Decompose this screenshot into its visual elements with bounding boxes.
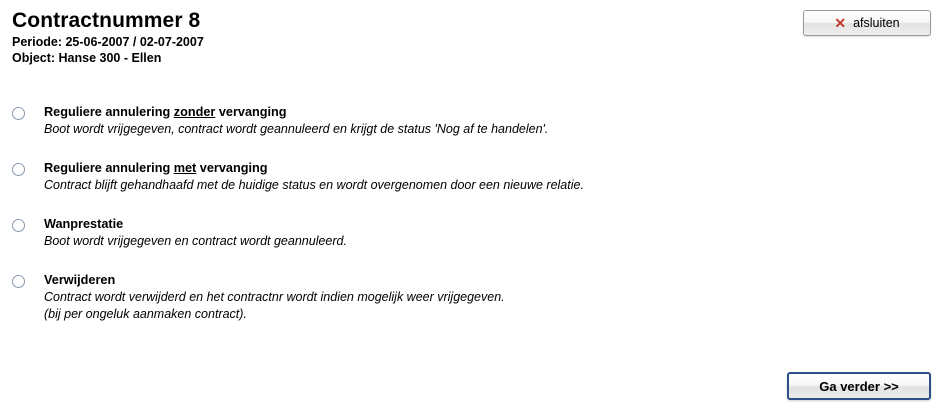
option-list <box>12 104 912 345</box>
radio-wanprestatie[interactable] <box>12 219 25 232</box>
option-label-pre: Reguliere annulering <box>44 105 174 119</box>
option-description-secondary: (bij per ongeluk aanmaken contract). <box>44 307 247 321</box>
option-row-regular-without-replacement[interactable] <box>12 104 912 138</box>
next-button-label: Ga verder >> <box>819 378 899 394</box>
option-description: Boot wordt vrijgegeven en contract wordt geannuleerd. <box>44 234 347 248</box>
option-label: Wanprestatie <box>44 217 124 231</box>
radio-verwijderen[interactable] <box>12 275 25 288</box>
period-line: Periode: 25-06-2007 / 02-07-2007 <box>12 35 204 49</box>
option-text <box>44 104 548 138</box>
page-title: Contractnummer 8 <box>12 9 201 32</box>
option-label-underlined: met <box>173 161 197 175</box>
option-label-post: vervanging <box>196 161 268 175</box>
option-text <box>44 216 347 250</box>
option-label: Verwijderen <box>44 273 116 287</box>
option-label-underlined: zonder <box>173 105 216 119</box>
option-description: Contract wordt verwijderd en het contractnr wordt indien mogelijk weer vrijgegeven. <box>44 290 505 304</box>
option-row-regular-with-replacement[interactable] <box>12 160 912 194</box>
next-button[interactable] <box>787 372 931 400</box>
option-label <box>44 104 548 121</box>
radio-regular-with-replacement[interactable] <box>12 163 25 176</box>
radio-regular-without-replacement[interactable] <box>12 107 25 120</box>
object-line: Object: Hanse 300 - Ellen <box>12 51 162 65</box>
option-label <box>44 160 584 177</box>
option-description: Contract blijft gehandhaafd met de huidige status en wordt overgenomen door een nieuwe relatie. <box>44 178 584 192</box>
option-text <box>44 160 584 194</box>
option-label-pre: Reguliere annulering <box>44 161 174 175</box>
close-icon: ✕ <box>834 15 847 31</box>
dialog-header <box>12 8 204 66</box>
option-row-wanprestatie[interactable] <box>12 216 912 250</box>
option-row-verwijderen[interactable] <box>12 272 912 323</box>
option-description: Boot wordt vrijgegeven, contract wordt geannuleerd en krijgt de status 'Nog af te handelen'. <box>44 122 549 136</box>
option-label-post: vervanging <box>215 105 287 119</box>
close-button[interactable] <box>803 10 931 36</box>
option-text <box>44 272 505 323</box>
close-button-label: afsluiten <box>853 16 900 30</box>
